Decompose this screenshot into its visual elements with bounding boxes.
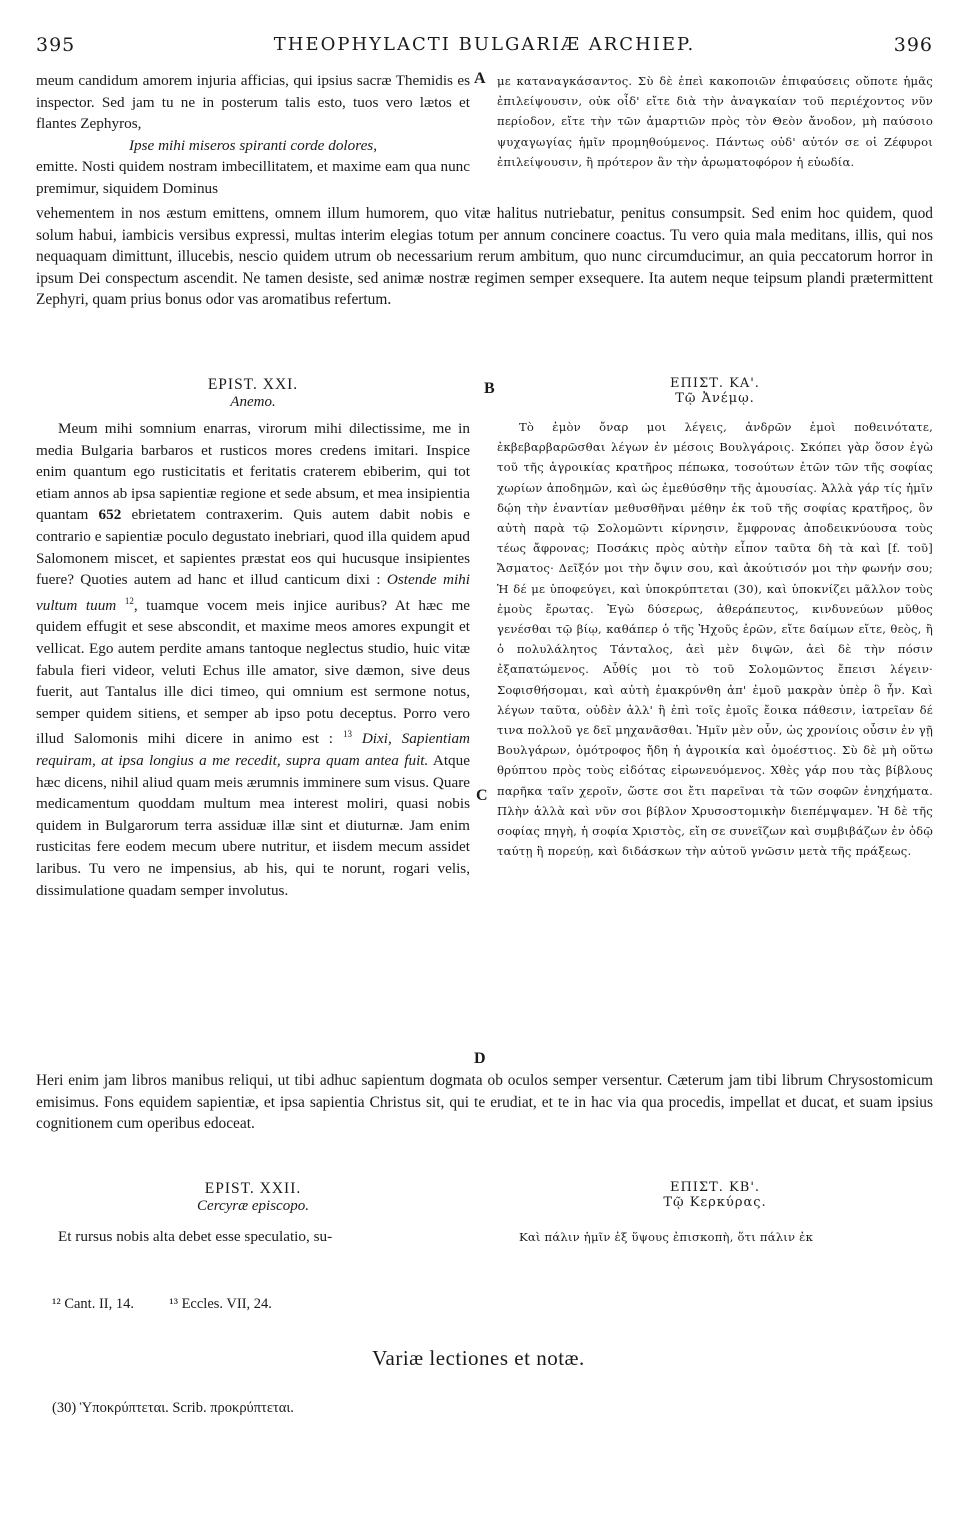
latin-text: Meum mihi somnium enarras, virorum mihi dilectissime, me in media Bulgaria barbaros et rusticos mores credens imitari. Inspice enim quantum ego rusticitatis et feritatis craterem ebiberim, qui tot etiam annos ab ipsa sapientiæ regione et sede absum, et mea insipientia quantam [36,420,470,524]
column-marker-a: A [474,70,486,87]
epist-addressee: Anemo. [230,394,276,410]
epist22-latin-heading [36,1180,470,1215]
scripture-quote: Ostende mihi vultum tuum [36,571,470,614]
variae-lectiones-title: Variæ lectiones et notæ. [372,1346,585,1370]
epist22-greek-body [497,1227,933,1247]
epist22-latin-body [36,1226,470,1248]
footnote-13: ¹³ Eccles. VII, 24. [169,1296,272,1312]
page-header [36,34,933,64]
greek-paragraph [497,417,933,861]
latin-paragraph: Et rursus nobis alta debet esse speculatio, su- [58,1228,333,1245]
page-number-left: 395 [36,34,76,56]
page-number-right: 396 [893,34,933,56]
top-latin-column [36,70,470,200]
greek-text: , καὶ ὑποκνίζει μᾶλλον τοὺς ἐμοὺς ἔρωτας. Ἐγὼ δύσερως, ἀθεράπευτος, κινδυνεύων μῦθος γενέσθαι τῷ βίῳ, καθάπερ ὁ τῆς Ἠχοῦς ἐρῶν, εἴτε δαίμων εἴτε, θεὸς, ἢ ὁ πολυλάλητος Τάνταλος, ἀεὶ μὲν διψῶν, ἀεὶ δὲ τὴν πόσιν ἐξαπατώμενος. Αὖθίς μοι τὸ τοῦ Σολομῶντος ἔπεισι λέγειν· Σοφισθήσομαι, καὶ αὐτὴ ἐμακρύνθη ἀπ' ἐμοῦ μακρὰν ὑπὲρ ὃ ἦν. Καὶ λέγων ταῦτα, οὐδὲν ἀλλ' ἢ ἐπὶ τοῖς ἐμοῖς ἔοικα πάθεσιν, ἰατρεῖαν δέ τινα πολλοῦ γε δεῖ μηχανᾶσθαι. Ἡμῖν μὲν οὖν, ὡς χρονίοις οὖσιν ἐν γῇ Βουλγάρων, ὁμότροφος ἤδη ἡ ἀγροικία καὶ ὁμοέστιος. Σὺ δὲ μὴ οὕτω θρύπτου πρὸς τοὺς εἰδότας εἰρωνευόμενος. Χθὲς γάρ που τὰς βίβλους παρῆκα ταῖν χεροῖν, ὥστε σοι ἔτι παρεῖναι τὰ τῶν σοφῶν ἐνηχήματα. Πλὴν ἀλλὰ καὶ νῦν σοι βίβλον Χρυσοστομικὴν διεπέμψαμεν. Ἡ δὲ τῆς σοφίας πηγὴ, ἡ σοφία Χριστὸς, εἴη σε συνεῖζων καὶ συμβιβάζων ἐν ὁδῷ ταύτῃ ἢ πορεύῃ, καὶ διδάσκων τὴν αὐτοῦ γνῶσιν μετὰ τῆς πράξεως. [497,581,934,859]
latin-paragraph: emitte. Nosti quidem nostram imbecillitatem, et maxime eam qua nunc premimur, siquidem Dominus [36,158,470,197]
epist21-greek-heading [497,376,933,406]
epist21-latin-heading [36,376,470,411]
latin-text: Atque hæc dicens, nihil aliud quam meis ærumnis imminere sum visus. Quare medicamentum quoddam multum mea interest moliri, quasi nobis quidem in Bulgarorum terra assiduæ illæ sint et diuturnæ. Jam enim rusticitas fere eodem mecum ubere nutritur, et iisdem mecum assidet laribus. Tu vero ne impensius, ab his, qui te norunt, rogari velis, dissimulatione quadam semper involutus. [36,752,470,899]
epist22-greek-heading [497,1180,933,1210]
footnote-12: ¹² Cant. II, 14. [52,1296,134,1312]
editorial-emendation: [f. τοῦ] [887,541,933,556]
epist-title: EPIST. XXII. [204,1180,302,1197]
epist21-greek-body [497,417,933,861]
epist-title-greek: ΕΠΙΣΤ. ΚΒ'. [669,1180,761,1195]
epist21-latin-body [36,418,470,901]
latin-text: ebrietatem contraxerim. Quis autem dabit nobis e contrario e sapientiæ poculo degustato inebriari, quod illa quidem apud Salomonem miscet, et sapientes præstat eos qui hucusque insipientes fuere? Quoties autem ad hanc et illud canticum dixi : [36,506,471,589]
latin-paragraph-full: vehementem in nos æstum emittens, omnem illum humorem, quo vitæ halitus nutriebatur, penitus consumpsit. Sed enim hoc quidem, quod solum habui, iambicis versibus expressi, multas interim elegias totum per annum concinere coactus. Tu vero quia mala meditans, illis, qui nos nequaquam dimittunt, illucebis, nescio quidem utrum ob necessarium rerum ambitum, quo nunc circumducimur, an quia peccatorum horror in ipsum Dei conspectum ascendit. Ne tamen desiste, sed animæ nostræ regimen semper exsequere. Ita autem neque teipsum plandi prætermittent Zephyri, quam prius bonus odor vas aromatibus refertum. [36,205,933,309]
latin-paragraph-full: Heri enim jam libros manibus reliqui, ut tibi adhuc sapientum dogmata ob oculos semper versentur. Cæterum jam tibi librum Chrysostomicum emisimus. Fons equidem sapientiæ, et ipsa sapientia Christus sit, qui te erudiat, et te in hac via qua procedis, impellat et ducat, et suam ipsius cognitionem cum operibus edoceat. [36,1072,933,1133]
epist-addressee: Cercyræ episcopo. [197,1198,309,1214]
epist-title-greek: ΕΠΙΣΤ. ΚΑ'. [670,376,760,391]
top-full-width-text [36,203,933,311]
greek-text: Ἄσματος· Δεῖξόν μοι τὴν ὄψιν σου, καὶ ἀκούτισόν μοι τὴν φωνήν σου; Ἡ δέ με ὑποφεύγει, καὶ ὑποκρύπτεται [497,561,933,596]
greek-paragraph: Καὶ πάλιν ἡμῖν ἐξ ὕψους ἐπισκοπὴ, ὅτι πάλιν ἐκ [519,1230,814,1244]
latin-paragraph [36,418,470,901]
variant-note-30: (30) Ὑποκρύπτεται. Scrib. προκρύπτεται. [52,1400,294,1416]
latin-verse: Ipse mihi miseros spiranti corde dolores, [128,136,378,154]
latin-paragraph: meum candidum amorem injuria afficias, qui ipsius sacræ Themidis es inspector. Sed jam tu ne in posterum talis esto, tuos vero lætos et flantes Zephyros, [36,72,470,133]
column-marker-d: D [474,1050,486,1067]
scripture-quote: Dixi, Sapientiam requiram, at ipsa longius a me recedit, supra quam antea fuit. [36,730,471,770]
variant-ref: (30) [733,581,759,596]
footnote-ref: 12 [124,595,134,606]
greek-paragraph: με καταναγκάσαντος. Σὺ δὲ ἐπεὶ κακοποιῶν ἐπιφαύσεις οὔποτε ἡμᾶς ἐπιλείψουσιν, οὐκ οἶδ' εἴτε διὰ τὴν ἀναγκαίαν τοῦ περιέχοντος νῦν περίοδον, εἴτε τὴν τῶν ἁμαρτιῶν πρὸς τὸν Θεὸν ἄνοδον, μὴ παύσοιο ψυχαγωγίας ἡμῖν προμηθούμενος. Πάντως οὐδ' αὐτόν σε οἱ Ζέφυροι ἐπιλείψουσιν, ἢ πρότερον ἂν τὴν ἀρωματοφόρον ἡ εὐωδία. [497,74,933,169]
running-title: THEOPHYLACTI BULGARIÆ ARCHIEP. [273,34,696,55]
epist21-full-width-text [36,1070,933,1135]
epist-addressee-greek: Τῷ Ἀνέμῳ. [675,391,755,406]
top-greek-column [497,71,933,172]
latin-text: , tuamque vocem meis injice auribus? At hæc me quidem effugit et sese abscondit, et maxime meos amores expungit et vellicat. Ego autem perdite amans tantoque neglectus studio, huic vitæ fabula fieri videor, veluti Echus ille amator, sive dæmon, sive deus fuerit, aut Tantalus ille dici timeo, qui omnium est sermone notus, semper quidem sitiens, et semper ab ipso potu deceptus. Porro vero illud Salomonis mihi dicere in animo est : [36,596,470,748]
footnotes [52,1296,272,1313]
footnote-ref: 13 [342,729,352,740]
column-number: 652 [98,506,122,524]
epist-addressee-greek: Τῷ Κερκύρας. [663,1195,767,1210]
column-marker-c: C [476,787,488,804]
epist-title: EPIST. XXI. [207,376,299,393]
column-marker-b: B [484,380,495,397]
greek-text: Τὸ ἐμὸν ὄναρ μοι λέγεις, ἀνδρῶν ἐμοὶ ποθεινότατε, ἐκβεβαρβαρῶσθαι λέγων ἐν μέσοις Βουλγάροις. Σκόπει γὰρ ὅσον ἐγὼ τοῦ τῆς ἀγροικίας κρατῆρος πέπωκα, τοσούτων ἐτῶν τῶν τῆς σοφίας χωρίων ἀποδημῶν, καὶ ὡς ἐμεθύσθην τῆς ἀμουσίας. Ἀλλὰ γάρ τίς ἡμῖν δῴη τὴν ἐναντίαν μεθυσθῆναι μέθην ἐκ τοῦ τῆς σοφίας κρατῆρος, ὃν αὐτὴ παρὰ τῷ Σολομῶντι κίρνησιν, ἔμφρονας ἀποδεικνύουσα τοὺς τέως ἄφρονας; Ποσάκις πρὸς αὐτὴν εἶπον ταῦτα δὴ τὰ καὶ [497,420,933,556]
